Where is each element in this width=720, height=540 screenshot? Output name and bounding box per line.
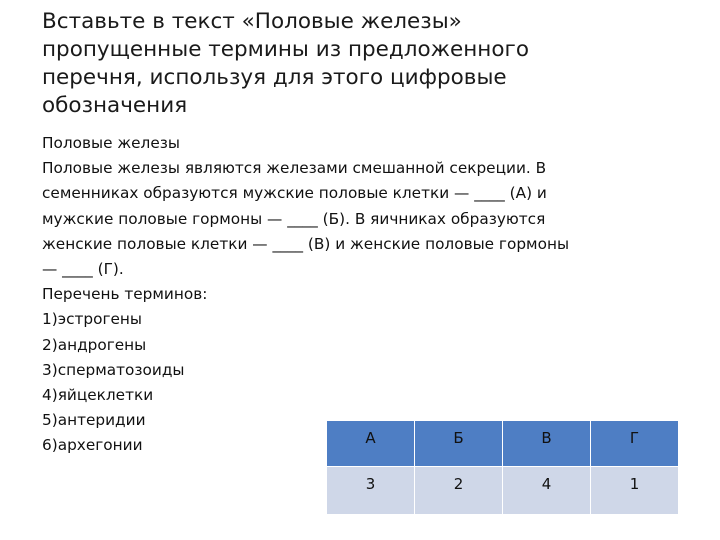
term-item: 2)андрогены xyxy=(42,335,147,354)
title-line: Вставьте в текст «Половые железы» xyxy=(42,9,462,34)
term-item: 5)антеридии xyxy=(42,411,146,430)
term-item: 4)яйцеклетки xyxy=(42,386,154,405)
answer-table-value-row xyxy=(327,467,679,515)
answer-header-cell: В xyxy=(503,421,591,467)
slide-title xyxy=(42,8,682,120)
answer-value-cell: 3 xyxy=(327,467,415,515)
answer-header-cell: Г xyxy=(591,421,679,467)
paragraph-line: мужские половые гормоны — ____ (Б). В яичниках образуются xyxy=(42,209,546,228)
paragraph-line: Половые железы являются железами смешанной секреции. В xyxy=(42,159,547,178)
term-item: 3)сперматозоиды xyxy=(42,360,185,379)
paragraph-line: — ____ (Г). xyxy=(42,260,124,279)
title-line: обозначения xyxy=(42,93,188,118)
answer-value-cell: 1 xyxy=(591,467,679,515)
paragraph-line: женские половые клетки — ____ (В) и женские половые гормоны xyxy=(42,234,570,253)
answer-header-cell: А xyxy=(327,421,415,467)
terms-heading: Перечень терминов: xyxy=(42,285,208,304)
answer-value-cell: 2 xyxy=(415,467,503,515)
section-heading: Половые железы xyxy=(42,134,180,152)
slide-body xyxy=(42,131,692,459)
term-item: 1)эстрогены xyxy=(42,310,143,329)
answer-table-header-row xyxy=(327,421,679,467)
answer-value-cell: 4 xyxy=(503,467,591,515)
title-line: перечня, используя для этого цифровые xyxy=(42,65,507,90)
title-line: пропущенные термины из предложенного xyxy=(42,37,529,62)
answer-table xyxy=(326,420,679,515)
paragraph-line: семенниках образуются мужские половые клетки — ____ (А) и xyxy=(42,184,547,203)
term-item: 6)архегонии xyxy=(42,436,143,455)
answer-header-cell: Б xyxy=(415,421,503,467)
